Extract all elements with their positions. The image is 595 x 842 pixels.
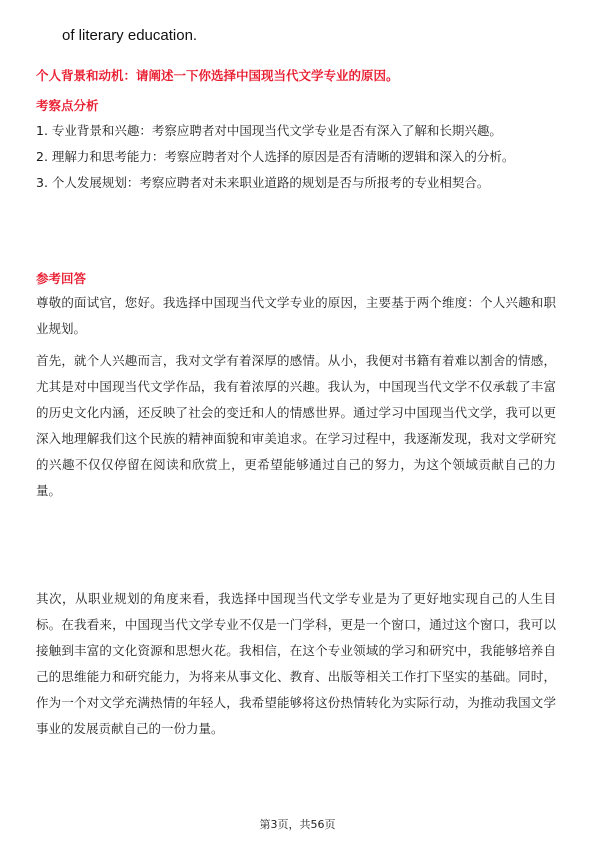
answer-heading: 参考回答 [36, 271, 87, 286]
analysis-list [36, 118, 556, 196]
answer-paragraph: 首先，就个人兴趣而言，我对文学有着深厚的感情。从小，我便对书籍有着难以割舍的情感，尤其是对中国现当代文学作品，我有着浓厚的兴趣。我认为，中国现当代文学不仅承载了丰富的历史文化内涵，还反映了社会的变迁和人的情感世界。通过学习中国现当代文学，我可以更深入地理解我们这个民族的精神面貌和审美追求。在学习过程中，我逐渐发现，我对文学研究的兴趣不仅仅停留在阅读和欣赏上，更希望能够通过自己的努力，为这个领域贡献自己的力量。 [36, 353, 556, 498]
analysis-item: 3. 个人发展规划：考察应聘者对未来职业道路的规划是否与所报考的专业相契合。 [36, 175, 490, 190]
question-heading: 个人背景和动机：请阐述一下你选择中国现当代文学专业的原因。 [36, 68, 399, 83]
page-number-footer: 第3页，共56页 [259, 818, 336, 831]
lead-text: of literary education. [62, 27, 198, 44]
analysis-item: 2. 理解力和思考能力：考察应聘者对个人选择的原因是否有清晰的逻辑和深入的分析。 [36, 149, 515, 164]
analysis-item: 1. 专业背景和兴趣：考察应聘者对中国现当代文学专业是否有深入了解和长期兴趣。 [36, 123, 502, 138]
analysis-heading: 考察点分析 [36, 98, 99, 113]
answer-paragraph: 尊敬的面试官，您好。我选择中国现当代文学专业的原因，主要基于两个维度：个人兴趣和职业规划。 [36, 295, 556, 336]
answer-paragraph: 其次，从职业规划的角度来看，我选择中国现当代文学专业是为了更好地实现自己的人生目标。在我看来，中国现当代文学专业不仅是一门学科，更是一个窗口，通过这个窗口，我可以接触到丰富的文化资源和思想火花。我相信，在这个专业领域的学习和研究中，我能够培养自己的思维能力和研究能力，为将来从事文化、教育、出版等相关工作打下坚实的基础。同时，作为一个对文学充满热情的年轻人，我希望能够将这份热情转化为实际行动，为推动我国文学事业的发展贡献自己的一份力量。 [36, 591, 556, 736]
